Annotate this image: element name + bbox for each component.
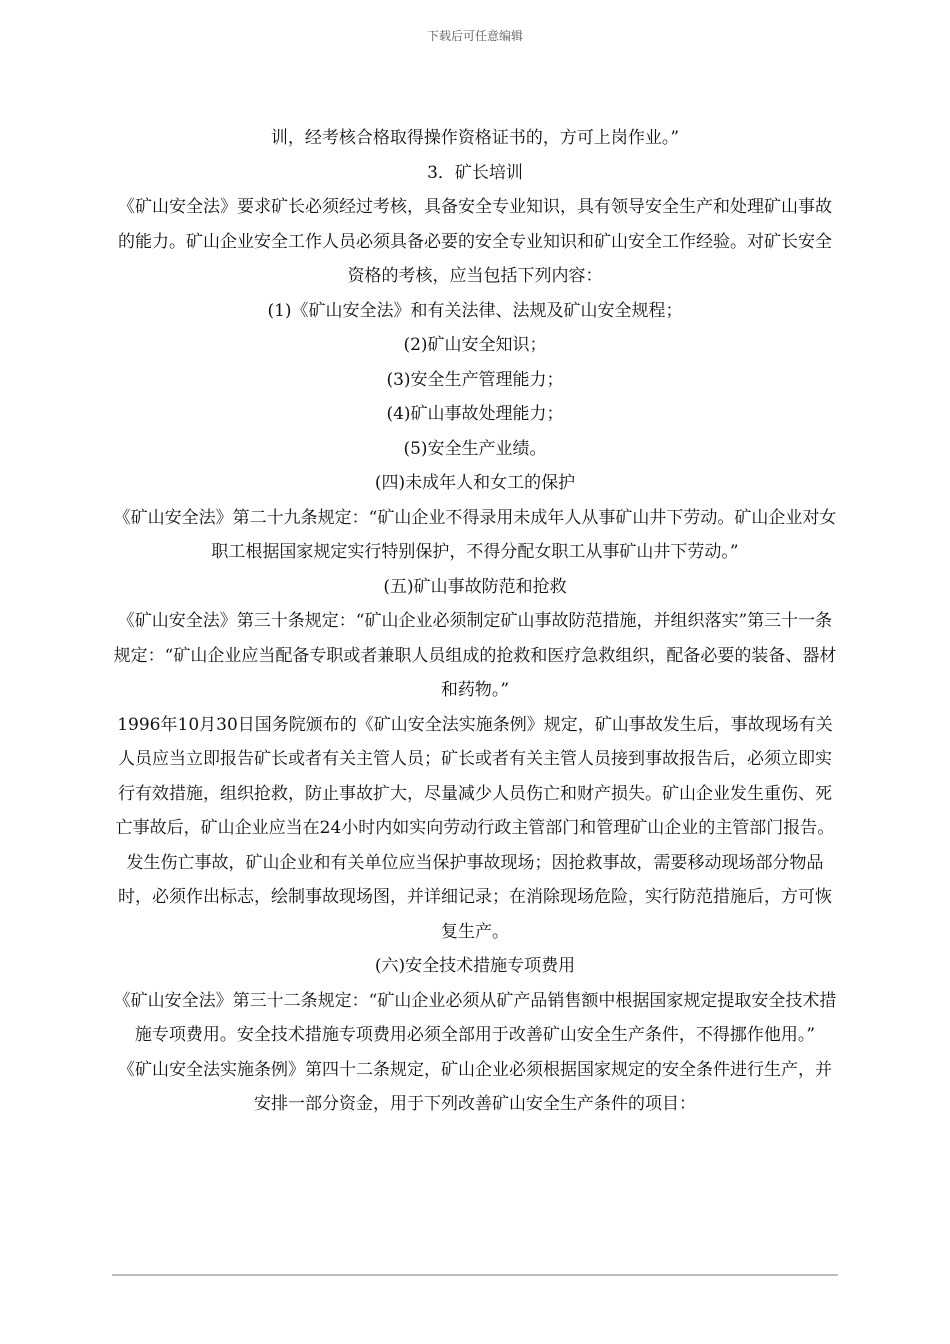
paragraph-article-30-31: 《矿山安全法》第三十条规定：“矿山企业必须制定矿山事故防范措施，并组织落实”第三十一条规定：“矿山企业应当配备专职或者兼职人员组成的抢救和医疗急救组织，配备必要的装备、器材和药物。” <box>113 611 837 700</box>
paragraph-implementation-regulations: 1996年10月30日国务院颁布的《矿山安全法实施条例》规定，矿山事故发生后，事故现场有关人员应当立即报告矿长或者有关主管人员；矿长或者有关主管人员接到事故报告后，必须立即实行有效措施，组织抢救，防止事故扩大，尽量减少人员伤亡和财产损失。矿山企业发生重伤、死亡事故后，矿山企业应当在24小时内如实向劳动行政主管部门和管理矿山企业的主管部门报告。发生伤亡事故，矿山企业和有关单位应当保护事故现场；因抢救事故，需要移动现场部分物品时，必须作出标志，绘制事故现场图，并详细记录；在消除现场危险，实行防范措施后，方可恢复生产。 <box>115 714 835 942</box>
list-item-2: (2)矿山安全知识； <box>403 335 547 355</box>
paragraph-manager-requirements: 《矿山安全法》要求矿长必须经过考核，具备安全专业知识，具有领导安全生产和处理矿山事故的能力。矿山企业安全工作人员必须具备必要的安全专业知识和矿山安全工作经验。对矿长安全资格的考核，应当包括下列内容： <box>118 197 832 286</box>
section-heading-minors-women: (四)未成年人和女工的保护 <box>374 473 576 493</box>
list-item-3: (3)安全生产管理能力； <box>386 369 564 390</box>
list-item-5: (5)安全生产业绩。 <box>403 438 547 459</box>
page-header: 下载后可任意编辑 <box>426 29 523 43</box>
document-body <box>112 121 838 1122</box>
list-item-4: (4)矿山事故处理能力； <box>386 404 564 424</box>
list-item-1: (1)《矿山安全法》和有关法律、法规及矿山安全规程； <box>267 300 683 321</box>
paragraph-article-32: 《矿山安全法》第三十二条规定：“矿山企业必须从矿产品销售额中根据国家规定提取安全技术措施专项费用。安全技术措施专项费用必须全部用于改善矿山安全生产条件，不得挪作他用。” <box>113 990 837 1045</box>
section-heading-accident-prevention: (五)矿山事故防范和抢救 <box>383 576 567 597</box>
section-heading-mine-manager-training: 3．矿长培训 <box>427 162 523 183</box>
section-heading-safety-funds: (六)安全技术措施专项费用 <box>374 956 576 976</box>
paragraph-quote-end: 训，经考核合格取得操作资格证书的，方可上岗作业。” <box>270 128 680 148</box>
footer-divider <box>112 1274 838 1276</box>
paragraph-article-29: 《矿山安全法》第二十九条规定：“矿山企业不得录用未成年人从事矿山井下劳动。矿山企业对女职工根据国家规定实行特别保护，不得分配女职工从事矿山井下劳动。” <box>113 507 837 562</box>
paragraph-article-42: 《矿山安全法实施条例》第四十二条规定，矿山企业必须根据国家规定的安全条件进行生产，并安排一部分资金，用于下列改善矿山安全生产条件的项目： <box>118 1059 832 1114</box>
